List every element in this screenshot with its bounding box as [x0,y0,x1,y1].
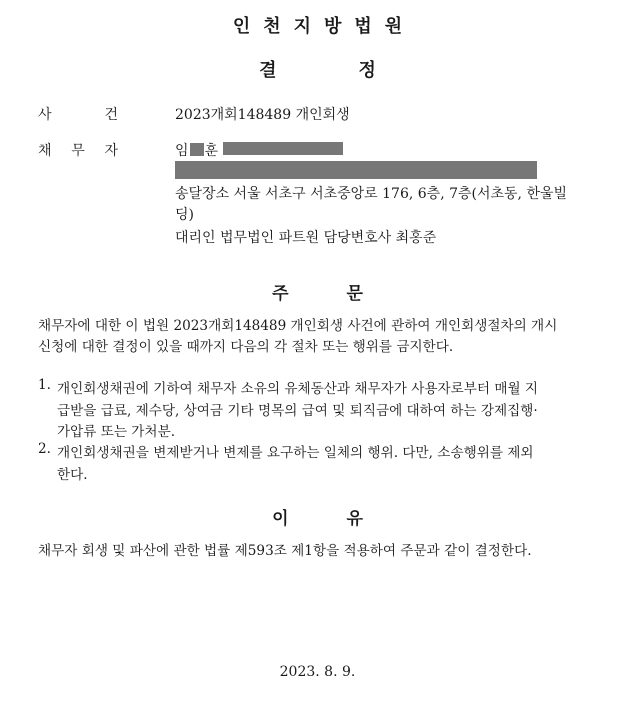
redaction-bar [175,161,537,179]
order-item-line: 개인회생채권을 변제받거나 변제를 요구하는 일체의 행위. 다만, 소송행위를 제외 [57,445,534,461]
debtor-name [175,140,218,160]
order-item-line: 개인회생채권에 기하여 채무자 소유의 유체동산과 채무자가 사용자로부터 매월 지 [57,381,539,397]
service-address-cont: 딩) [175,207,194,223]
document-title [0,56,635,82]
reason-heading [0,504,635,529]
court-name: 인천지방법원 [232,16,416,37]
document-title-left: 결 [259,60,277,81]
document-title-right: 정 [358,60,376,81]
reason-text: 채무자 회생 및 파산에 관한 법률 제593조 제1항을 적용하여 주문과 같이 결정한다. [38,543,532,559]
decision-date: 2023. 8. 9. [279,664,356,680]
order-heading-right: 문 [346,284,363,304]
order-item-line: 한다. [57,467,88,483]
agent-info: 대리인 법무법인 파트원 담당변호사 최홍준 [175,230,437,246]
case-label-char: 사 [38,107,52,123]
name-redaction [190,143,204,156]
order-item-number: 2. [38,441,51,457]
debtor-name-last: 훈 [204,143,219,159]
order-intro-line: 채무자에 대한 이 법원 2023개회148489 개인회생 사건에 관하여 개인회생절차의 개시 [38,318,558,334]
reason-heading-left: 이 [272,509,289,529]
order-heading [0,279,635,304]
case-label [38,104,118,124]
order-heading-left: 주 [272,284,289,304]
debtor-label-char: 무 [71,143,85,159]
case-label-char: 건 [104,107,118,123]
service-address: 송달장소 서울 서초구 서초중앙로 176, 6층, 7층(서초동, 한울빌 [175,186,568,202]
redaction-bar [223,142,343,155]
debtor-label-char: 채 [38,143,52,159]
reason-heading-right: 유 [346,509,363,529]
order-intro-line: 신청에 대한 결정이 있을 때까지 다음의 각 절차 또는 행위를 금지한다. [38,339,454,355]
debtor-name-first: 임 [175,143,189,159]
order-item-line: 가압류 또는 가처분. [57,424,176,440]
order-item-line: 급받을 급료, 제수당, 상여금 기타 명목의 급여 및 퇴직금에 대하여 하는 강제집행· [57,403,538,419]
debtor-label-char: 자 [104,143,118,159]
debtor-label [38,140,118,160]
case-number: 2023개회148489 개인회생 [175,107,350,123]
order-item-number: 1. [38,377,51,393]
